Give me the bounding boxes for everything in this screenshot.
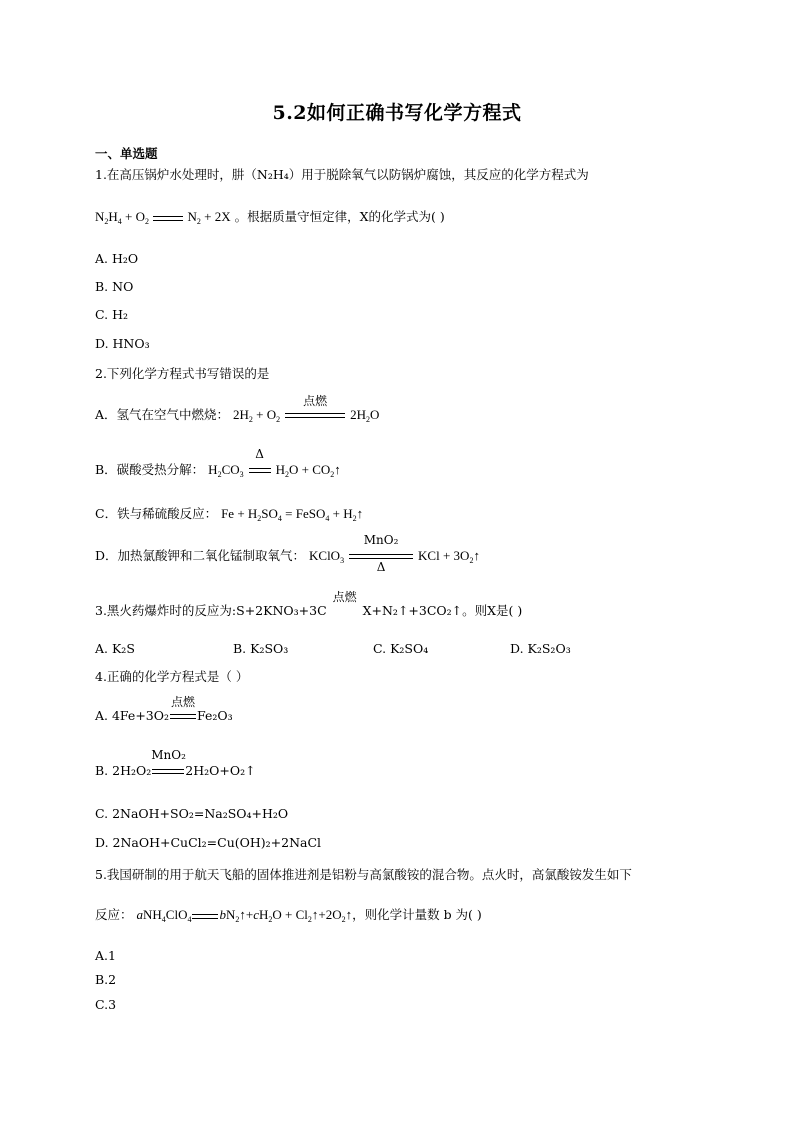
q2-stem: 2.下列化学方程式书写错误的是 [95,366,270,381]
q2-option-b[interactable]: B．碳酸受热分解： $H_2CO_3$ Δ $H_2O$ + $CO_2↑$ [95,447,341,479]
q1-option-d[interactable]: D. HNO₃ [95,336,150,351]
mno2-heat-arrow [348,533,414,574]
q2-d-label: D．加热氯酸钾和二氧化锰制取氧气： [95,548,306,563]
heat-condition-below: Δ [376,560,386,574]
q2-option-c[interactable]: C．铁与稀硫酸反应： $Fe + H_2SO_4$ = FeSO$_4$ + $H_2↑$ [95,506,364,523]
q1-option-c[interactable]: C. H₂ [95,307,128,322]
q1-option-b[interactable]: B. NO [95,279,134,294]
q4-mno2-arrow: MnO₂ [151,763,185,778]
q3-option-c[interactable]: C. K₂SO₄ [373,641,429,656]
q5-equation: aNH$_4$ClO$_4$ $bN_2↑+cH_2O$ + $Cl_2↑+2O_2↑$ [136,907,353,924]
heat-condition: Δ [255,447,264,461]
heat-arrow [248,447,272,477]
q5-equation-line: 反应： aNH$_4$ClO$_4$ $bN_2↑+cH_2O$ + $Cl_2↑+2O_2↑$，则化学计量数 b 为( ) [95,907,482,924]
q1-equation: $N_2H_4 + O_2$ $N_2 + 2X$ [95,209,231,226]
q5-option-a[interactable]: A.1 [95,948,116,963]
q2-option-a[interactable]: A．氢气在空气中燃烧： $2H_2 + O_2$ 点燃 $2H_2O$ [95,394,380,424]
q2-option-d[interactable]: D．加热氯酸钾和二氧化锰制取氧气： KClO$_3$ MnO₂ Δ KCl + $3O_2↑$ [95,533,480,574]
q3-option-a[interactable]: A. K₂S [95,641,135,656]
q4-option-c[interactable]: C. 2NaOH+SO₂=Na₂SO₄+H₂O [95,806,289,821]
q1-stem: 1.在高压锅炉水处理时，肼（N₂H₄）用于脱除氧气以防锅炉腐蚀，其反应的化学方程式为 [95,167,589,182]
q4-ignite-arrow: 点燃 [169,708,197,723]
q5-option-c[interactable]: C.3 [95,997,117,1012]
q5-option-b[interactable]: B.2 [95,972,117,987]
q3-ignite-arrow: 点燃 [332,590,357,604]
q1-option-a[interactable]: A. H₂O [95,251,139,266]
q2-a-label: A．氢气在空气中燃烧： [95,407,230,422]
q2-b-label: B．碳酸受热分解： [95,462,205,477]
q5-stem: 5.我国研制的用于航天飞船的固体推进剂是铝粉与高氯酸铵的混合物。点火时，高氯酸铵发生如下 [95,867,632,882]
q4-stem: 4.正确的化学方程式是（ ） [95,669,249,684]
q1-equation-line [95,207,445,225]
page-title: 5.2如何正确书写化学方程式 [272,102,522,124]
ignite-condition: 点燃 [303,394,328,408]
q4-option-a[interactable]: A. 4Fe+3O₂ 点燃 Fe₂O₃ [95,695,233,723]
q3-option-d[interactable]: D. K₂S₂O₃ [510,641,571,656]
q2-c-label: C．铁与稀硫酸反应： [95,506,218,521]
ignite-arrow [284,394,346,422]
q4-option-b[interactable]: B. 2H₂O₂ MnO₂ 2H₂O+O₂↑ [95,748,256,778]
section-heading: 一、单选题 [95,146,158,161]
q3-option-b[interactable]: B. K₂SO₃ [233,641,289,656]
q3-stem: 3.黑火药爆炸时的反应为:S+2KNO₃+3C 点燃 X+N₂↑+3CO₂↑。则X是( ) [95,590,523,618]
catalyst-condition: MnO₂ [363,533,399,547]
q4-option-d[interactable]: D. 2NaOH+CuCl₂=Cu(OH)₂+2NaCl [95,835,322,850]
q1-tail: 。根据质量守恒定律，X的化学式为( ) [234,209,445,224]
